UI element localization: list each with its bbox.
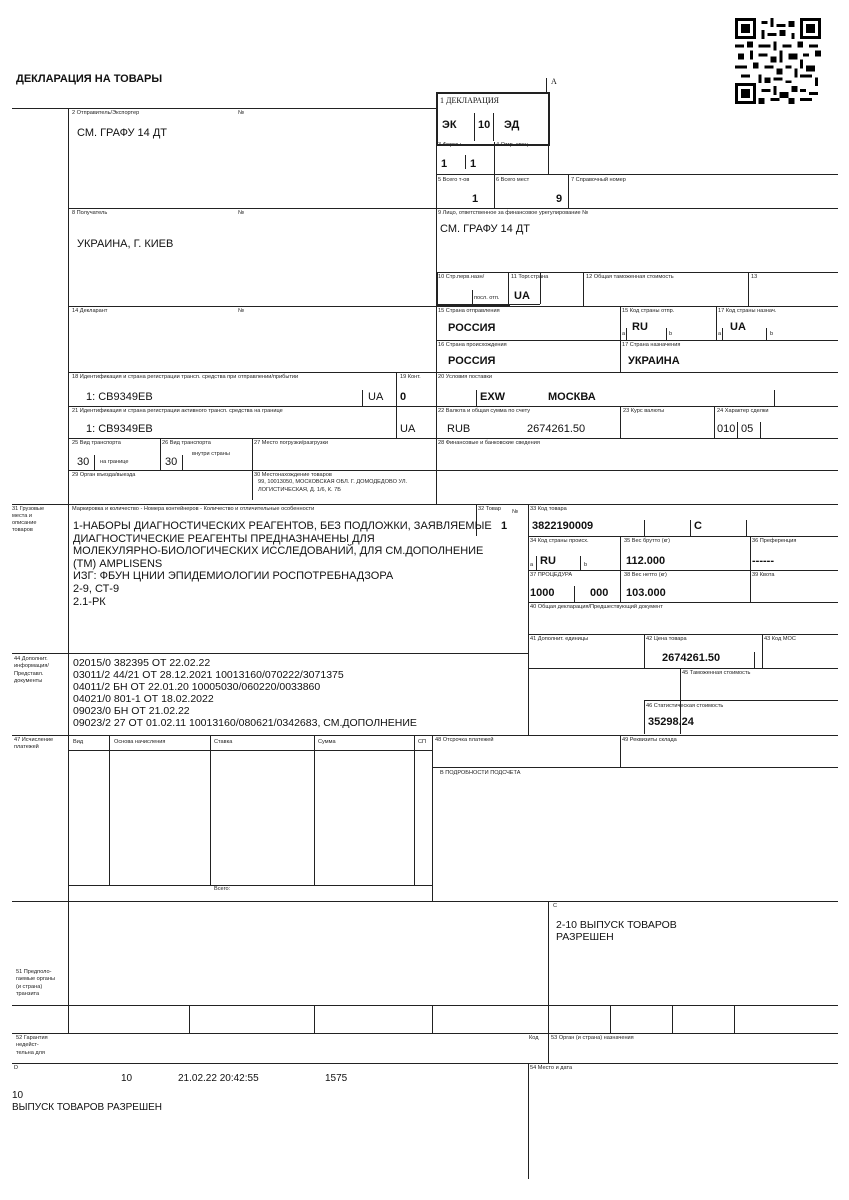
divider — [12, 1063, 838, 1064]
destination-country-value: УКРАИНА — [628, 355, 680, 367]
container-value: 0 — [400, 391, 407, 403]
statistical-value: 35298.24 — [648, 716, 694, 728]
divider — [493, 113, 494, 141]
departure-country-value: РОССИЯ — [448, 322, 496, 334]
net-weight-label: 38 Вес нетто (кг) — [624, 572, 667, 578]
commodity-code-extra: С — [694, 520, 702, 532]
divider — [160, 438, 161, 470]
additional-documents: 02015/0 382395 ОТ 22.02.22 03011/2 44/21 ОТ 28.12.2021 10013160/070222/3071375 04011/2 БН ОТ 22.01.20 10005030/060220/0033860 04021/0 801-1 ОТ 18.02.2022 09023/0 БН ОТ 21.02.22 09023/2 27 ОТ 01.02.11 10013160/080621/0342683, СМ.ДОПОЛНЕНИЕ — [73, 657, 417, 729]
item-label: 32 Товар — [478, 506, 501, 512]
sender-value: СМ. ГРАФУ 14 ДТ — [77, 127, 167, 139]
customs-office-label: 29 Орган въезда/выезда — [72, 472, 136, 478]
divider — [436, 174, 838, 175]
divider — [12, 653, 528, 654]
divider — [610, 1005, 611, 1033]
page-title: ДЕКЛАРАЦИЯ НА ТОВАРЫ — [16, 73, 163, 85]
divider — [396, 372, 397, 438]
divider — [722, 328, 723, 340]
divider — [644, 634, 645, 668]
divider — [748, 272, 749, 306]
divider — [620, 735, 621, 767]
deal-type-value-2: 05 — [741, 423, 754, 435]
item-no-label: № — [512, 509, 519, 515]
divider — [474, 113, 475, 141]
delivery-terms-place: МОСКВА — [548, 391, 596, 403]
net-weight-value: 103.000 — [626, 587, 666, 599]
divider — [508, 304, 540, 305]
divider — [210, 735, 211, 885]
divider — [754, 652, 755, 668]
divider — [528, 668, 838, 669]
transport-id-value: 1: СВ9349ЕВ — [86, 391, 153, 403]
forms-value-2: 1 — [470, 158, 477, 170]
statistical-value-label: 46 Статистическая стоимость — [646, 703, 724, 709]
departure-country-label: 15 Страна отправления — [438, 308, 500, 314]
trade-country-label: 11 Торг.страна — [511, 274, 549, 280]
divider — [432, 735, 433, 901]
divider — [68, 901, 69, 1033]
guarantee-label: 52 Гарантия недейст- тельна для — [16, 1035, 48, 1056]
first-destination-label: 10 Стр.перв.назн/ — [438, 274, 485, 280]
divider — [762, 634, 763, 668]
divider — [314, 735, 315, 885]
divider — [432, 767, 838, 768]
item-price-value: 2674261.50 — [662, 652, 721, 664]
preference-label: 36 Преференция — [752, 538, 797, 544]
box-11 — [508, 272, 509, 304]
recipient-no-label: № — [238, 210, 245, 216]
divider — [12, 504, 838, 505]
release-code: 10 — [121, 1073, 133, 1084]
divider — [314, 1005, 315, 1033]
trade-country-value: UA — [514, 290, 530, 302]
divider — [68, 406, 838, 407]
destination-code-label: 17 Код страны назнач. — [718, 308, 777, 314]
exchange-rate-label: 23 Курс валюты — [623, 408, 665, 414]
procedure-label: 37 ПРОЦЕДУРА — [530, 572, 573, 578]
divider — [734, 1005, 735, 1033]
divider — [672, 1005, 673, 1033]
transport-id-label: 18 Идентификация и страна регистрации трансп. средства при отправлении/прибытии — [72, 374, 299, 380]
commodity-code-value: 3822190009 — [532, 520, 594, 532]
total-places-value: 9 — [556, 193, 563, 205]
item-number: 1 — [501, 520, 508, 532]
sender-no-label: № — [238, 110, 245, 116]
financial-person-value: СМ. ГРАФУ 14 ДТ — [440, 223, 530, 235]
release-status-note: 2-10 ВЫПУСК ТОВАРОВ РАЗРЕШЕН — [556, 919, 677, 943]
border-transport-sub: на границе — [100, 459, 129, 465]
divider — [12, 735, 838, 736]
divider — [774, 390, 775, 406]
border-transport-label: 25 Вид транспорта — [72, 440, 121, 446]
origin-code-b: b — [584, 562, 588, 568]
procedure-value-2: 000 — [590, 587, 609, 599]
place-date-label: 54 Место и дата — [530, 1065, 573, 1071]
divider — [68, 306, 838, 307]
total-items-label: 5 Всего т-ов — [438, 177, 470, 183]
box-13-label: 13 — [751, 274, 758, 280]
payments-total-label: Всего: — [214, 886, 231, 892]
divider — [766, 328, 767, 340]
divider — [94, 455, 95, 470]
forms-label: 3 Формы — [438, 142, 462, 148]
divider — [620, 306, 621, 340]
divider — [644, 520, 645, 536]
release-datetime: 21.02.22 20:42:55 — [178, 1073, 259, 1084]
origin-country-value: РОССИЯ — [448, 355, 496, 367]
declaration-type-2: 10 — [478, 119, 491, 131]
inland-transport-value: 30 — [165, 456, 178, 468]
guarantee-code-label: Код — [529, 1035, 539, 1041]
divider — [109, 735, 110, 885]
financial-person-label: 9 Лицо, ответственное за финансовое урегулирование № — [438, 210, 589, 216]
goods-description: 1-НАБОРЫ ДИАГНОСТИЧЕСКИХ РЕАГЕНТОВ, БЕЗ ПОДЛОЖКИ, ЗАЯВЛЯЕМЫЕ ДИАГНОСТИЧЕСКИЕ РЕАГЕНТЫ ПРЕДНАЗНАЧЕНЫ ДЛЯ МОЛЕКУЛЯРНО-БИОЛОГИЧЕСКИХ ИССЛЕДОВАНИЙ, ДЛЯ СМ.ДОПОЛНЕНИЕ (ТМ) AMPLISENS ИЗГ: ФБУН ЦНИИ ЭПИДЕМИОЛОГИИ РОСПОТРЕБНАДЗОРА 2-9, СТ-9 2.1-РК — [73, 520, 492, 608]
procedure-value-1: 1000 — [530, 587, 555, 599]
transit-offices-label: 51 Предполо- гаемые органы (и страна) транзита — [16, 969, 56, 998]
border-transport-value: 30 — [77, 456, 90, 468]
declarant-no-label: № — [238, 308, 245, 314]
warehouse-label: 49 Реквизиты склада — [622, 737, 677, 743]
divider — [548, 142, 549, 174]
divider — [494, 174, 495, 208]
departure-code-label: 15 Код страны отпр. — [622, 308, 675, 314]
divider — [546, 78, 547, 92]
divider — [746, 520, 747, 536]
divider — [536, 556, 537, 570]
divider — [528, 504, 529, 736]
customs-value-label: 12 Общая таможенная стоимость — [586, 274, 674, 280]
goods-location-label: 30 Местонахождение товаров — [254, 472, 332, 478]
departure-code-b: b — [669, 331, 673, 337]
deal-type-value-1: 010 — [717, 423, 736, 435]
currency-label: 22 Валюта и общая сумма по счету — [438, 408, 530, 414]
recipient-label: 8 Получатель — [72, 210, 108, 216]
divider — [620, 406, 621, 438]
bank-info-label: 28 Финансовые и банковские сведения — [438, 440, 540, 446]
declaration-type-1: ЭК — [442, 119, 457, 131]
gross-weight-value: 112.000 — [626, 555, 666, 567]
goods-description-header: Маркировка и количество - Номера контейнеров - Количество и отличительные особенности — [72, 506, 315, 512]
release-code-2: 10 — [12, 1090, 24, 1101]
origin-code-a: a — [530, 562, 534, 568]
divider — [68, 653, 69, 735]
active-transport-value: 1: СВ9349ЕВ — [86, 423, 153, 435]
destination-code-value: UA — [730, 321, 746, 333]
reference-label: 7 Справочный номер — [571, 177, 626, 183]
divider — [528, 602, 838, 603]
divider — [252, 438, 253, 500]
payments-col-type: Вид — [73, 739, 84, 745]
divider — [568, 174, 569, 208]
declarant-label: 14 Декларант — [72, 308, 108, 314]
total-items-value: 1 — [472, 193, 479, 205]
corner-a-label: A — [551, 77, 557, 86]
divider — [750, 536, 751, 602]
invoice-amount-value: 2674261.50 — [527, 423, 586, 435]
divider — [583, 272, 584, 306]
payments-col-sp: СП — [418, 739, 427, 745]
container-label: 19 Конт. — [400, 374, 421, 380]
section-d-label: D — [14, 1065, 19, 1071]
divider — [690, 520, 691, 536]
forms-value-1: 1 — [441, 158, 448, 170]
divider — [644, 700, 645, 734]
origin-country-label: 16 Страна происхождения — [438, 342, 507, 348]
sender-label: 2 Отправитель/Экспортер — [72, 110, 140, 116]
delivery-terms-label: 20 Условия поставки — [438, 374, 492, 380]
divider — [12, 1033, 838, 1034]
release-status-text: ВЫПУСК ТОВАРОВ РАЗРЕШЕН — [12, 1102, 163, 1113]
departure-code-value: RU — [632, 321, 648, 333]
divider — [548, 1005, 838, 1006]
divider — [414, 735, 415, 885]
commodity-code-label: 33 Код товара — [530, 506, 567, 512]
payments-side-label: 47 Исчисление платежей — [14, 737, 54, 751]
active-transport-country: UA — [400, 423, 416, 435]
divider — [465, 155, 466, 169]
goods-location-line-2: ЛОГИСТИЧЕСКАЯ, Д. 1/6, К. 7Б — [258, 487, 341, 493]
divider — [548, 1033, 549, 1063]
currency-value: RUB — [447, 423, 471, 435]
divider — [714, 406, 715, 438]
divider — [68, 438, 838, 439]
additional-info-side-label: 44 Дополнит. информация/ Представл. документы — [14, 656, 49, 685]
divider — [182, 455, 183, 470]
preference-value: ------ — [752, 555, 774, 567]
divider — [620, 536, 621, 602]
recipient-value: УКРАИНА, Г. КИЕВ — [77, 238, 174, 250]
divider — [666, 328, 667, 340]
divider — [620, 340, 621, 372]
divider — [68, 208, 838, 209]
inland-transport-label: 26 Вид транспорта — [162, 440, 211, 446]
payments-col-base: Основа начисления — [114, 739, 166, 745]
deal-type-label: 24 Характер сделки — [717, 408, 769, 414]
delivery-terms-code: EXW — [480, 391, 506, 403]
divider — [432, 1005, 433, 1033]
divider — [436, 340, 838, 341]
declaration-label: 1 ДЕКЛАРАЦИЯ — [440, 96, 499, 105]
goods-description-side-label: 31 Грузовые места и описание товаров — [12, 506, 45, 533]
divider — [472, 290, 473, 304]
divider — [737, 422, 738, 438]
active-transport-label: 21 Идентификация и страна регистрации активного трансп. средства на границе — [72, 408, 283, 414]
inland-transport-sub: внутри страны — [192, 451, 230, 457]
loading-place-label: 27 Место погрузки/разгрузки — [254, 440, 329, 446]
destination-office-label: 53 Орган (и страна) назначения — [551, 1035, 634, 1041]
payments-col-rate: Ставка — [214, 739, 233, 745]
divider — [12, 1005, 548, 1006]
divider — [362, 390, 363, 406]
divider — [580, 556, 581, 570]
divider — [528, 634, 838, 635]
divider — [528, 536, 838, 537]
destination-code-a: a — [718, 331, 722, 337]
payment-deferral-label: 48 Отсрочка платежей — [435, 737, 494, 743]
last-departure-label: посл. отп. — [474, 295, 500, 301]
divider — [476, 390, 477, 406]
destination-country-label: 17 Страна назначения — [622, 342, 681, 348]
divider — [644, 700, 838, 701]
divider — [68, 470, 838, 471]
divider — [189, 1005, 190, 1033]
release-officer-number: 1575 — [325, 1073, 348, 1084]
mos-code-label: 43 Код МОС — [764, 636, 796, 642]
total-places-label: 6 Всего мест — [496, 177, 530, 183]
divider — [494, 142, 495, 174]
declaration-type-3: ЭД — [504, 119, 520, 131]
supplementary-units-label: 41 Дополнит. единицы — [530, 636, 589, 642]
divider — [12, 901, 838, 902]
divider — [68, 735, 69, 901]
origin-code-value: RU — [540, 555, 556, 567]
payments-col-sum: Сумма — [318, 739, 336, 745]
origin-code-label: 34 Код страны происх. — [530, 538, 589, 544]
departure-code-a: a — [622, 331, 626, 337]
section-c-label: С — [553, 903, 558, 909]
customs-value-item-label: 45 Таможенная стоимость — [682, 670, 751, 676]
divider — [68, 108, 69, 653]
divider — [68, 885, 432, 886]
transport-country-value: UA — [368, 391, 384, 403]
spec-label: 4 Отгр. спец. — [496, 142, 530, 148]
divider — [436, 272, 838, 273]
calculation-details-text: В ПОДРОБНОСТИ ПОДСЧЕТА — [440, 770, 521, 776]
previous-document-label: 40 Общая декларация/Предшествующий документ — [530, 604, 663, 610]
destination-code-b: b — [770, 331, 774, 337]
gross-weight-label: 35 Вес брутто (кг) — [624, 538, 670, 544]
divider — [760, 422, 761, 438]
divider — [574, 586, 575, 602]
divider — [68, 750, 432, 751]
divider — [528, 1063, 529, 1179]
divider — [12, 108, 436, 109]
divider — [626, 328, 627, 340]
item-price-label: 42 Цена товара — [646, 636, 687, 642]
quota-label: 39 Квота — [752, 572, 775, 578]
qr-code-icon — [735, 18, 821, 104]
divider — [548, 901, 549, 1033]
divider — [528, 570, 838, 571]
goods-location-line-1: 99, 10013050, МОСКОВСКАЯ ОБЛ. Г. ДОМОДЕДОВО УЛ. — [258, 479, 408, 485]
divider — [716, 306, 717, 340]
divider — [68, 372, 838, 373]
